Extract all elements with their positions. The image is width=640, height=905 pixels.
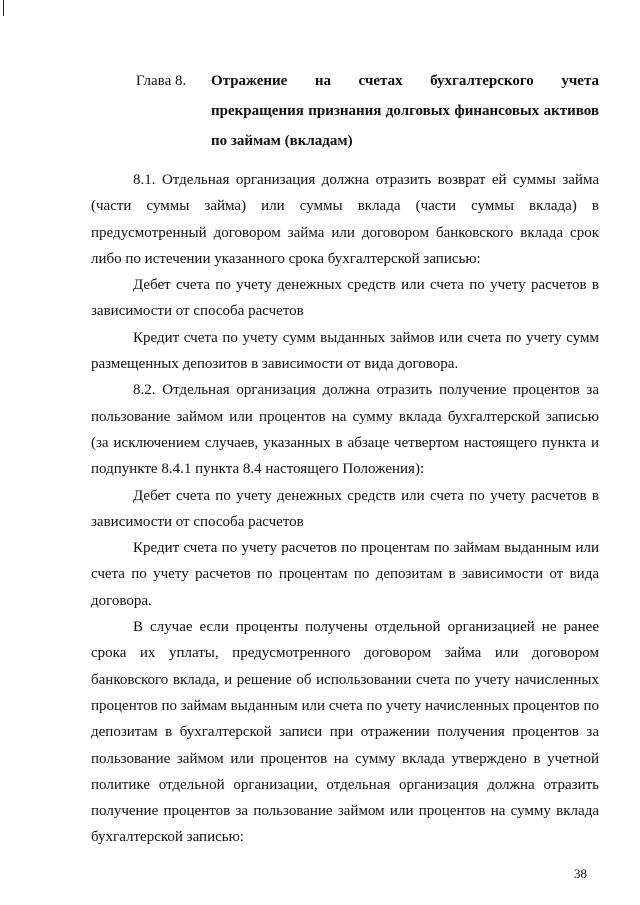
paragraph-credit-2: Кредит счета по учету расчетов по процентам по займам выданным или счета по учету расчетов по процентам по депозитам в зависимости от вида договора. [91,540,599,609]
page-number: 38 [574,866,587,881]
paragraph-interest-case: В случае если проценты получены отдельной организацией не ранее срока их уплаты, предусмотренного договором займа или договором банковского вклада, и решение об использовании счета по учету начисленных процентов по займам выданным или счета по учету начисленных процентов по депозитам в бухгалтерской записи при отражении получения процентов за пользование займом или процентов на сумму вклада утверждено в учетной политике отдельной организации, отдельная организация должна отразить получение процентов за пользование займом или процентов на сумму вклада бухгалтерской записью: [91,619,599,846]
chapter-label: Глава 8. [136,73,187,89]
paragraph-8-1: 8.1. Отдельная организация должна отразить возврат ей суммы займа (части суммы займа) или суммы вклада (части суммы вклада) в предусмотренный договором займа или договором банковского вклада срок либо по истечении указанного срока бухгалтерской записью: [91,172,599,267]
chapter-heading [0,66,640,156]
paragraph-credit-1: Кредит счета по учету сумм выданных займов или счета по учету сумм размещенных депозитов в зависимости от вида договора. [91,329,599,373]
body-text [91,167,599,851]
paragraph-debit-1: Дебет счета по учету денежных средств или счета по учету расчетов в зависимости от способа расчетов [91,277,599,320]
chapter-title: Отражение на счетах бухгалтерского учета прекращения признания долговых финансовых активов по займам (вкладам) [211,73,599,149]
scan-edge-mark [3,0,4,16]
paragraph-8-2: 8.2. Отдельная организация должна отразить получение процентов за пользование займом или процентов на сумму вклада бухгалтерской записью (за исключением случаев, указанных в абзаце четвертом настоящего пункта и подпункте 8.4.1 пункта 8.4 настоящего Положения): [91,382,599,478]
paragraph-debit-2: Дебет счета по учету денежных средств или счета по учету расчетов в зависимости от способа расчетов [91,487,599,530]
